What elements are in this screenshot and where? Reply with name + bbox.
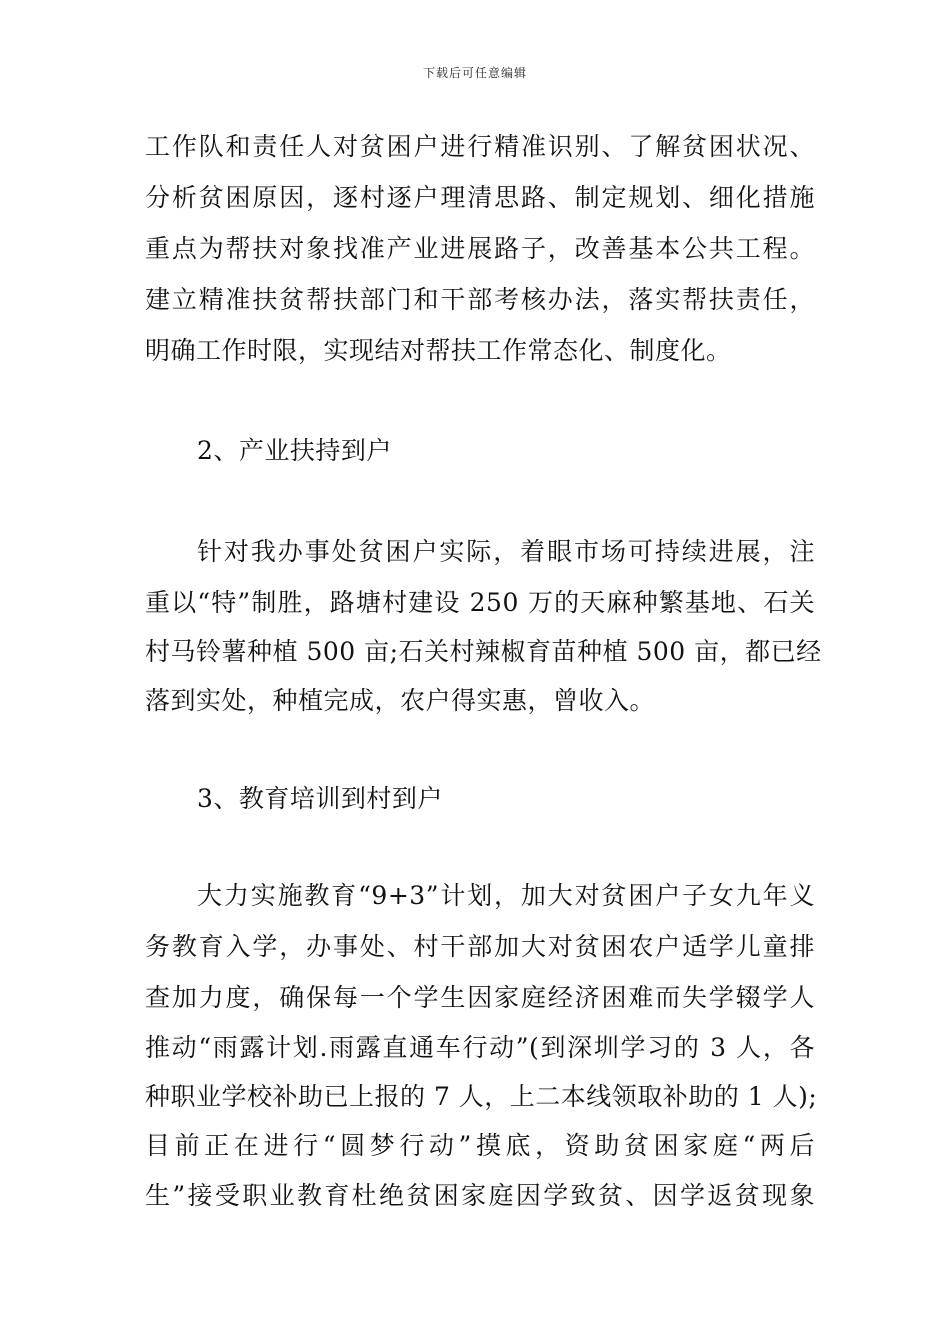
paragraph-3-line-7: 生”接受职业教育杜绝贫困家庭因学致贫、因学返贫现象 bbox=[145, 1181, 815, 1210]
paragraph-2-line-2: 重以“特”制胜，路塘村建设 250 万的天麻种繁基地、石关 bbox=[145, 588, 815, 617]
paragraph-2-line-1: 针对我办事处贫困户实际，着眼市场可持续进展，注 bbox=[197, 537, 815, 566]
paragraph-3-line-1: 大力实施教育“9+3”计划，加大对贫困户子女九年义 bbox=[197, 881, 815, 910]
paragraph-2-line-3: 村马铃薯种植 500 亩;石关村辣椒育苗种植 500 亩，都已经 bbox=[145, 637, 822, 666]
section-heading-2: 2、产业扶持到户 bbox=[197, 436, 392, 465]
paragraph-3-line-5: 种职业学校补助已上报的 7 人，上二本线领取补助的 1 人); bbox=[145, 1082, 818, 1111]
paragraph-1-line-2: 分析贫困原因，逐村逐户理清思路、制定规划、细化措施 bbox=[145, 183, 815, 212]
paragraph-3-line-6: 目前正在进行“圆梦行动”摸底，资助贫困家庭“两后 bbox=[145, 1131, 815, 1160]
page-header: 下载后可任意编辑 bbox=[422, 66, 527, 80]
paragraph-1-line-3: 重点为帮扶对象找准产业进展路子，改善基本公共工程。 bbox=[145, 234, 815, 263]
paragraph-2-line-4: 落到实处，种植完成，农户得实惠，曾收入。 bbox=[145, 686, 656, 715]
paragraph-1-line-1: 工作队和责任人对贫困户进行精准识别、了解贫困状况、 bbox=[145, 132, 815, 161]
paragraph-1-line-4: 建立精准扶贫帮扶部门和干部考核办法，落实帮扶责任， bbox=[145, 285, 815, 314]
section-heading-3: 3、教育培训到村到户 bbox=[197, 784, 443, 813]
paragraph-1-line-5: 明确工作时限，实现结对帮扶工作常态化、制度化。 bbox=[145, 336, 732, 365]
paragraph-3-line-4: 推动“雨露计划.雨露直通车行动”(到深圳学习的 3 人，各 bbox=[145, 1033, 815, 1062]
paragraph-3-line-3: 查加力度，确保每一个学生因家庭经济困难而失学辍学人 bbox=[145, 983, 815, 1012]
paragraph-3-line-2: 务教育入学，办事处、村干部加大对贫困农户适学儿童排 bbox=[145, 932, 815, 961]
